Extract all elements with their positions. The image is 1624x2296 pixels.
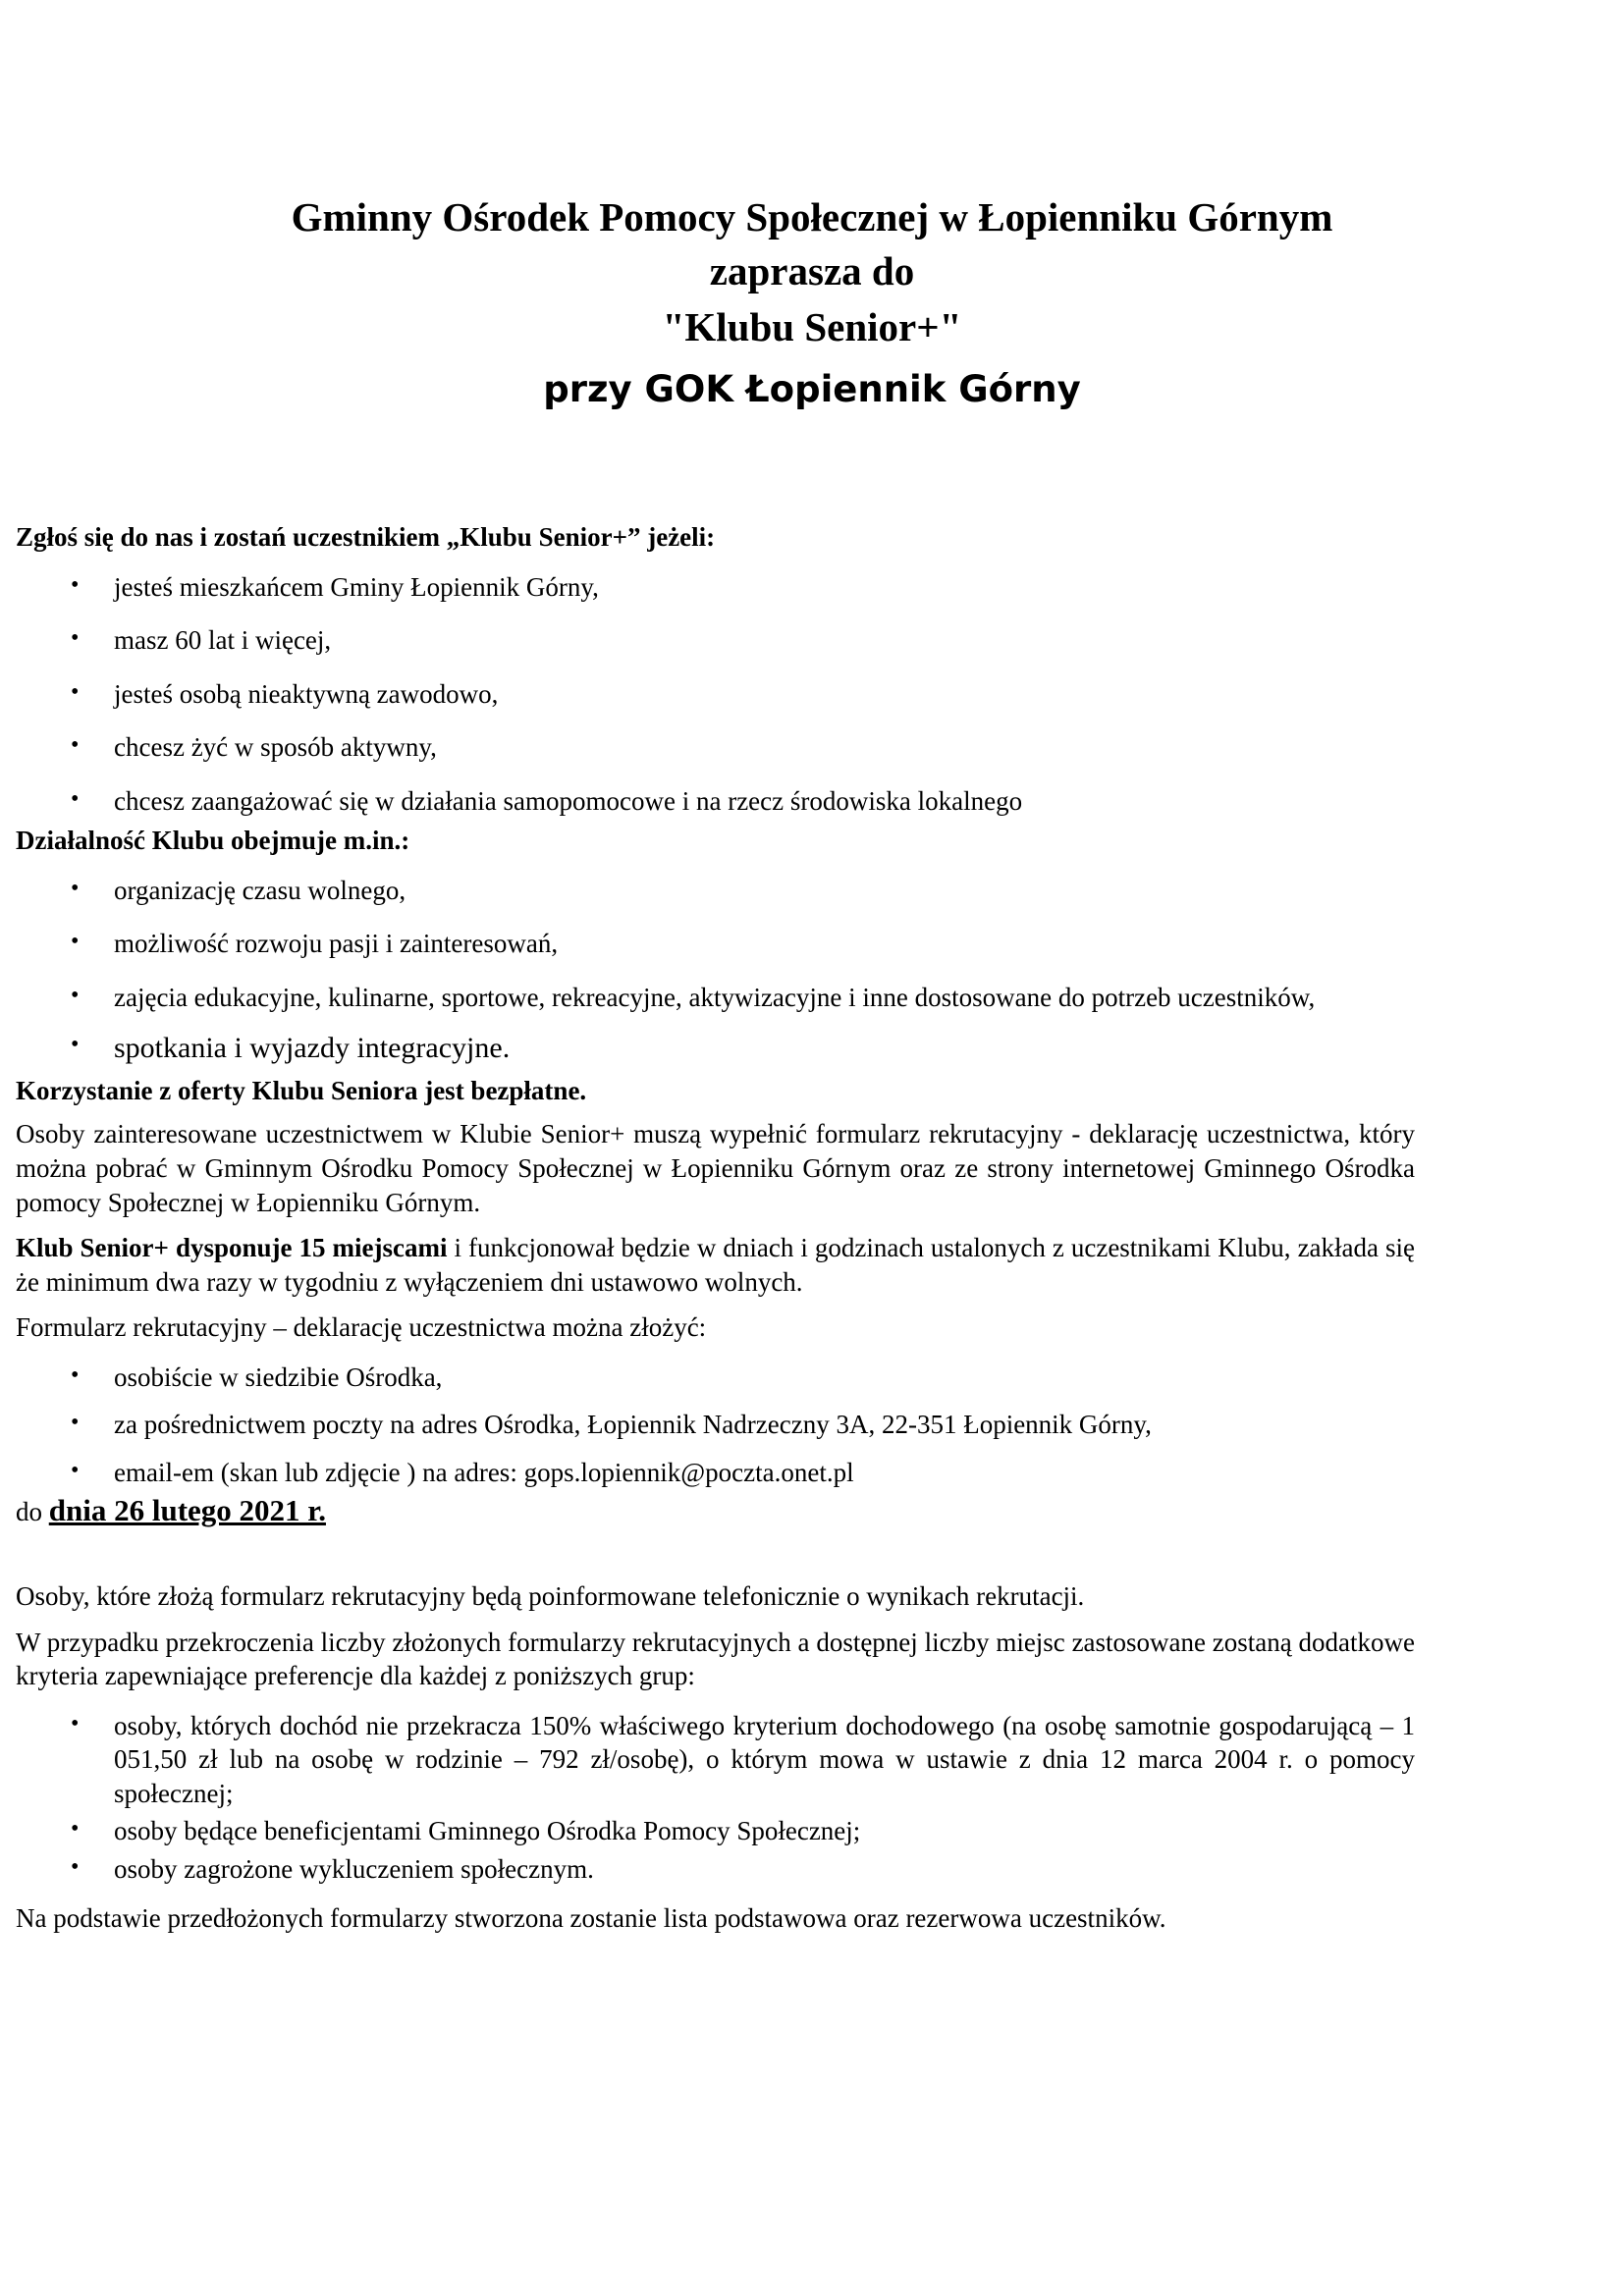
list-item: • osoby będące beneficjentami Gminnego Ośrodka Pomocy Społecznej;: [71, 1816, 861, 1846]
bullet-icon: •: [71, 1816, 80, 1842]
paragraph-final: Na podstawie przedłożonych formularzy stworzona zostanie lista podstawowa oraz rezerwowa uczestników.: [16, 1903, 1166, 1934]
title-line-4: przy GOK Łopiennik Górny: [543, 368, 1081, 411]
bullet-icon: •: [71, 678, 80, 705]
submit-intro: Formularz rekrutacyjny – deklarację uczestnictwa można złożyć:: [16, 1312, 707, 1343]
list-item: • jesteś osobą nieaktywną zawodowo,: [71, 678, 499, 709]
bullet-icon: •: [71, 732, 80, 759]
paragraph-registration: Osoby zainteresowane uczestnictwem w Klubie Senior+ muszą wypełnić formularz rekrutacyjny - deklarację uczestnictwa, który można pobrać w Gminnym Ośrodku Pomocy Społecznej w Łopienniku Górnym oraz ze strony internetowej Gminnego Ośrodka pomocy Społecznej w Łopienniku Górnym.: [16, 1119, 1415, 1217]
list-item: • organizację czasu wolnego,: [71, 875, 406, 905]
paragraph-capacity: Klub Senior+ dysponuje 15 miejscami i funkcjonował będzie w dniach i godzinach ustalonych z uczestnikami Klubu, zakłada się że minimum dwa razy w tygodniu z wyłączeniem dni ustawowo wolnych.: [16, 1233, 1416, 1297]
list-item: • osoby, których dochód nie przekracza 150% właściwego kryterium dochodowego (na osobę samotnie gospodarującą – 1 051,50 zł lub na osobę w rodzinie – 792 zł/osobę), o którym mowa w ustawie z dnia 12 marca 2004 r. o pomocy społecznej;: [71, 1710, 1415, 1808]
bullet-icon: •: [71, 1410, 80, 1436]
document-body: [16, 520, 1415, 1936]
list-item: • chcesz zaangażować się w działania samopomocowe i na rzecz środowiska lokalnego: [71, 785, 1023, 816]
submit-methods-list: [16, 1361, 1415, 1490]
bullet-icon: •: [71, 1710, 80, 1736]
paragraph-criteria-intro: W przypadku przekroczenia liczby złożonych formularzy rekrutacyjnych a dostępnej liczby miejsc zastosowane zostaną dodatkowe kryteria zapewniające preferencje dla każdej z poniższych grup:: [16, 1627, 1415, 1691]
list-item: • chcesz żyć w sposób aktywny,: [71, 732, 437, 763]
title-line-3: "Klubu Senior+": [662, 304, 962, 350]
list-item: • masz 60 lat i więcej,: [71, 625, 332, 656]
bullet-icon: •: [71, 929, 80, 955]
list-item: • spotkania i wyjazdy integracyjne.: [71, 1032, 511, 1065]
section2-heading: Działalność Klubu obejmuje m.in.:: [16, 826, 410, 856]
list-item: • email-em (skan lub zdjęcie ) na adres: gops.lopiennik@poczta.onet.pl: [71, 1457, 854, 1487]
list-item: • możliwość rozwoju pasji i zainteresowań,: [71, 929, 559, 959]
list-item: • za pośrednictwem poczty na adres Ośrodka, Łopiennik Nadrzeczny 3A, 22-351 Łopiennik Górny,: [71, 1410, 1152, 1440]
section1-heading: Zgłoś się do nas i zostań uczestnikiem „Klubu Senior+” jeżeli:: [16, 522, 716, 552]
bullet-icon: •: [71, 625, 80, 652]
bullet-icon: •: [71, 1853, 80, 1880]
bullet-icon: •: [71, 1032, 80, 1058]
list-item: • osoby zagrożone wykluczeniem społecznym.: [71, 1853, 594, 1884]
title-line-1: Gminny Ośrodek Pomocy Społecznej w Łopienniku Górnym: [291, 194, 1333, 240]
list-item: • zajęcia edukacyjne, kulinarne, sportowe, rekreacyjne, aktywizacyjne i inne dostosowane do potrzeb uczestników,: [71, 982, 1316, 1012]
bullet-icon: •: [71, 875, 80, 901]
paragraph-notification: Osoby, które złożą formularz rekrutacyjny będą poinformowane telefonicznie o wynikach rekrutacji.: [16, 1581, 1085, 1611]
title-line-2: zaprasza do: [709, 248, 915, 294]
criteria-list: [16, 1709, 1415, 1887]
deadline-date: dnia 26 lutego 2021 r.: [48, 1493, 326, 1528]
bullet-icon: •: [71, 982, 80, 1008]
bullet-icon: •: [71, 1457, 80, 1483]
bullet-icon: •: [71, 571, 80, 598]
list-item: • osobiście w siedzibie Ośrodka,: [71, 1362, 443, 1392]
deadline: do dnia 26 lutego 2021 r.: [16, 1493, 326, 1528]
list-item: • jesteś mieszkańcem Gminy Łopiennik Górny,: [71, 571, 599, 602]
eligibility-list: [16, 570, 1415, 819]
title-block: [0, 194, 1624, 410]
free-note: Korzystanie z oferty Klubu Seniora jest bezpłatne.: [16, 1075, 587, 1105]
bullet-icon: •: [71, 785, 80, 812]
bullet-icon: •: [71, 1362, 80, 1388]
activities-list: [16, 874, 1415, 1068]
